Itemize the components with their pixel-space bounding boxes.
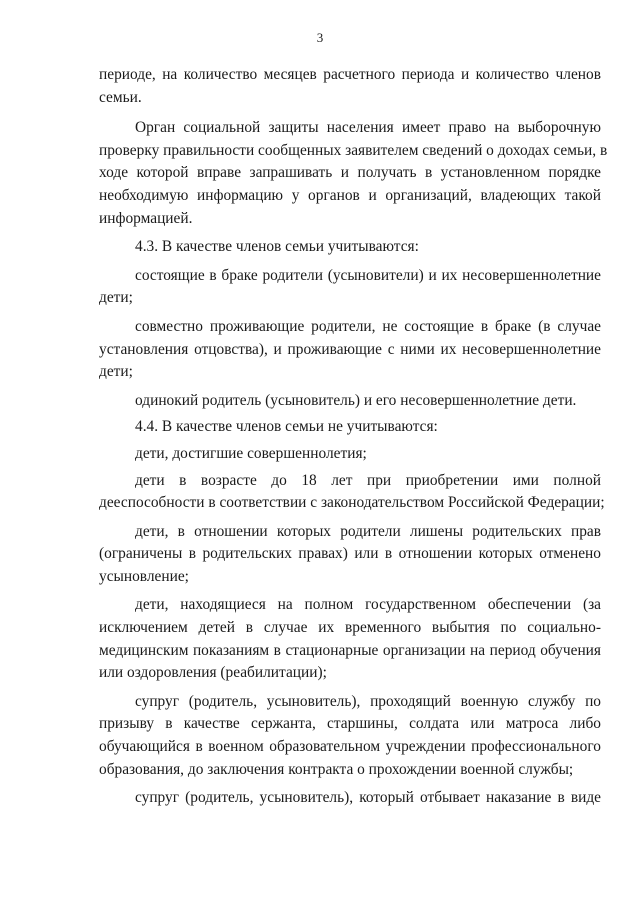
text-line: обучающийся в военном образовательном учреждении профессионального	[99, 738, 601, 756]
text-line: исключением детей в случае их временного выбытия по социально-	[99, 619, 601, 637]
text-line: образования, до заключения контракта о прохождении военной службы;	[99, 760, 574, 778]
text-line: призыву в качестве сержанта, старшины, солдата или матроса либо	[99, 715, 601, 733]
text-line: или оздоровления (реабилитации);	[99, 664, 327, 682]
text-line: медицинским показаниям в стационарные организации на период обучения	[99, 641, 601, 659]
document-body	[99, 64, 608, 810]
text-line: ходе которой вправе запрашивать и получать в установленном порядке	[99, 164, 601, 182]
text-line: (ограничены в родительских правах) или в отношении которых отменено	[99, 545, 601, 563]
paragraph-start-line: одинокий родитель (усыновитель) и его несовершеннолетние дети.	[135, 391, 577, 409]
paragraph-start-line: супруг (родитель, усыновитель), который отбывает наказание в виде	[135, 789, 601, 807]
paragraph-start-line: состоящие в браке родители (усыновители) и их несовершеннолетние	[135, 266, 601, 284]
paragraph-start-line: дети, достигшие совершеннолетия;	[135, 444, 367, 462]
text-line: дети;	[99, 289, 133, 307]
paragraph-start-line: совместно проживающие родители, не состоящие в браке (в случае	[135, 317, 601, 335]
paragraph-start-line: дети, в отношении которых родители лишены родительских прав	[135, 522, 601, 540]
text-line: дееспособности в соответствии с законодательством Российской Федерации;	[99, 494, 605, 512]
text-line: усыновление;	[99, 567, 189, 585]
page-number: 3	[316, 30, 324, 45]
text-line: необходимую информацию у органов и организаций, владеющих такой	[99, 186, 601, 204]
text-line: дети;	[99, 363, 133, 381]
paragraph-start-line: дети, находящиеся на полном государственном обеспечении (за	[135, 596, 601, 614]
text-line: периоде, на количество месяцев расчетного периода и количество членов	[99, 66, 601, 83]
section-heading-4-4: 4.4. В качестве членов семьи не учитываются:	[135, 418, 438, 436]
text-line: установления отцовства), и проживающие с ними их несовершеннолетние	[99, 340, 601, 358]
paragraph-start-line: дети в возрасте до 18 лет при приобретении ими полной	[135, 471, 601, 489]
section-heading-4-3: 4.3. В качестве членов семьи учитываются:	[135, 238, 419, 256]
text-line: семьи.	[99, 88, 142, 106]
text-line: информацией.	[99, 209, 193, 227]
text-line: проверку правильности сообщенных заявителем сведений о доходах семьи, в	[99, 141, 608, 159]
paragraph-start-line: супруг (родитель, усыновитель), проходящий военную службу по	[135, 692, 601, 710]
paragraph-start-line: Орган социальной защиты населения имеет право на выборочную	[135, 119, 601, 137]
